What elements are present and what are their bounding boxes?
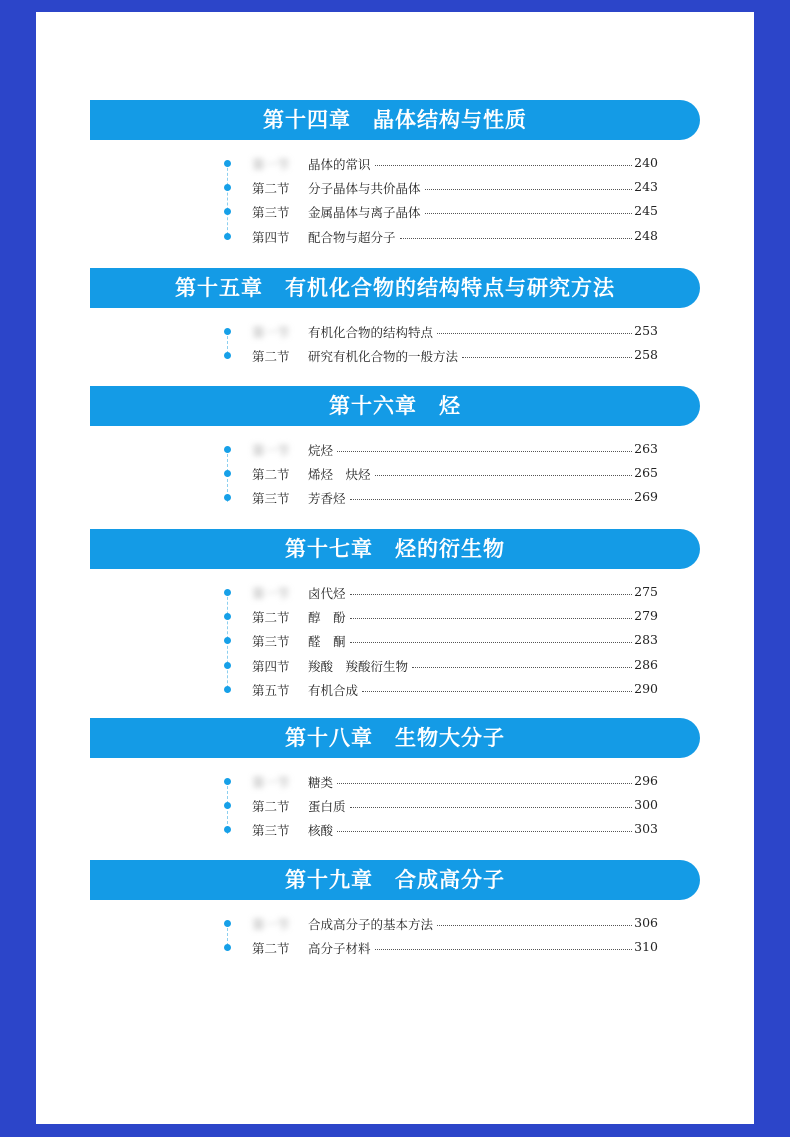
toc-entry[interactable]: [90, 655, 700, 679]
bullet-dot-icon: [224, 160, 231, 167]
toc-entry[interactable]: [90, 226, 700, 250]
section-list: [90, 439, 700, 512]
chapter-title[interactable]: 第十九章 合成高分子: [90, 860, 700, 900]
section-list: [90, 153, 700, 250]
section-list: [90, 771, 700, 844]
bullet-dot-icon: [224, 184, 231, 191]
section-title[interactable]: 分子晶体与共价晶体: [308, 181, 421, 197]
bullet-dot-icon: [224, 208, 231, 215]
page-number[interactable]: 265: [634, 465, 658, 481]
dot-leader: [375, 939, 632, 950]
toc-entry[interactable]: [90, 463, 700, 487]
page-number[interactable]: 310: [634, 939, 658, 955]
section-number: 第二节: [252, 610, 290, 626]
page-number[interactable]: 303: [634, 821, 658, 837]
toc-entry[interactable]: [90, 345, 700, 369]
section-title[interactable]: 糖类: [308, 775, 334, 790]
chapter-block: [90, 718, 700, 844]
entry-line: [308, 657, 658, 675]
chapter-title[interactable]: 第十四章 晶体结构与性质: [90, 100, 700, 140]
page-number[interactable]: 243: [634, 179, 658, 195]
section-number: 第一节: [252, 157, 290, 172]
toc-entry[interactable]: [90, 321, 700, 345]
page-number[interactable]: 300: [634, 797, 658, 813]
section-number: 第一节: [252, 775, 290, 790]
section-number: 第二节: [252, 799, 290, 815]
entry-line: [308, 939, 658, 957]
entry-line: [308, 681, 658, 699]
dot-leader: [425, 179, 632, 190]
chapter-title[interactable]: 第十六章 烃: [90, 386, 700, 426]
dot-leader: [350, 608, 632, 619]
dot-leader: [412, 657, 632, 668]
chapter-block: [90, 100, 700, 250]
page-number[interactable]: 269: [634, 489, 658, 505]
section-title[interactable]: 有机化合物的结构特点: [308, 325, 434, 340]
page-number[interactable]: 263: [634, 441, 658, 456]
section-title[interactable]: 核酸: [308, 823, 334, 839]
section-list: [90, 321, 700, 369]
entry-line: [308, 797, 658, 815]
entry-line: [308, 323, 658, 341]
chapter-block: [90, 529, 700, 703]
section-title[interactable]: 研究有机化合物的一般方法: [308, 349, 459, 365]
bullet-dot-icon: [224, 920, 231, 927]
section-title[interactable]: 芳香烃: [308, 491, 346, 507]
bullet-dot-icon: [224, 826, 231, 833]
bullet-dot-icon: [224, 686, 231, 693]
section-number: 第二节: [252, 941, 290, 957]
dot-leader: [337, 441, 632, 452]
bullet-dot-icon: [224, 662, 231, 669]
section-title[interactable]: 晶体的常识: [308, 157, 371, 172]
bullet-dot-icon: [224, 352, 231, 359]
page-number[interactable]: 275: [634, 584, 658, 599]
entry-line: [308, 441, 658, 459]
toc-entry[interactable]: [90, 606, 700, 630]
chapter-block: [90, 386, 700, 512]
section-number: 第二节: [252, 181, 290, 197]
entry-line: [308, 632, 658, 650]
section-title[interactable]: 醇 酚: [308, 610, 346, 626]
toc-entry[interactable]: [90, 795, 700, 819]
dot-leader: [350, 797, 632, 808]
entry-line: [308, 155, 658, 173]
dot-leader: [350, 584, 632, 595]
toc-entry[interactable]: [90, 937, 700, 961]
toc-entry[interactable]: [90, 819, 700, 843]
section-number: 第三节: [252, 823, 290, 839]
bullet-dot-icon: [224, 778, 231, 785]
bullet-dot-icon: [224, 944, 231, 951]
bullet-dot-icon: [224, 494, 231, 501]
section-number: 第二节: [252, 349, 290, 365]
section-list: [90, 582, 700, 703]
bullet-dot-icon: [224, 233, 231, 240]
section-title[interactable]: 配合物与超分子: [308, 229, 396, 245]
toc-entry[interactable]: [90, 439, 700, 463]
toc-entry[interactable]: [90, 177, 700, 201]
entry-line: [308, 608, 658, 626]
bullet-dot-icon: [224, 328, 231, 335]
bullet-dot-icon: [224, 613, 231, 620]
section-number: 第一节: [252, 325, 290, 340]
toc-entry[interactable]: [90, 771, 700, 795]
page-number[interactable]: 286: [634, 656, 658, 672]
section-title[interactable]: 金属晶体与离子晶体: [308, 205, 421, 221]
dot-leader: [337, 773, 632, 784]
dot-leader: [462, 347, 632, 358]
dot-leader: [362, 681, 632, 692]
dot-leader: [375, 155, 632, 166]
section-title[interactable]: 有机合成: [308, 682, 359, 698]
section-title[interactable]: 醛 酮: [308, 634, 346, 650]
section-title[interactable]: 合成高分子的基本方法: [308, 917, 434, 932]
section-number: 第四节: [252, 658, 290, 674]
section-number: 第四节: [252, 229, 290, 245]
section-list: [90, 913, 700, 961]
toc-entry[interactable]: [90, 679, 700, 703]
page-number[interactable]: 258: [634, 347, 658, 363]
section-title[interactable]: 羧酸 羧酸衍生物: [308, 658, 409, 674]
chapter-block: [90, 268, 700, 369]
chapter-title[interactable]: 第十八章 生物大分子: [90, 718, 700, 758]
bullet-dot-icon: [224, 802, 231, 809]
bullet-dot-icon: [224, 637, 231, 644]
entry-line: [308, 773, 658, 791]
dot-leader: [437, 323, 632, 334]
entry-line: [308, 821, 658, 839]
entry-line: [308, 584, 658, 602]
dot-leader: [337, 821, 632, 832]
toc-entry[interactable]: [90, 630, 700, 654]
toc-entry[interactable]: [90, 913, 700, 937]
section-number: 第五节: [252, 682, 290, 698]
page-number[interactable]: 283: [634, 632, 658, 648]
entry-line: [308, 203, 658, 221]
chapter-title[interactable]: 第十七章 烃的衍生物: [90, 529, 700, 569]
toc-page: [36, 12, 754, 1124]
section-number: 第三节: [252, 205, 290, 221]
toc-entry[interactable]: [90, 487, 700, 511]
section-number: 第一节: [252, 443, 290, 458]
section-title[interactable]: 蛋白质: [308, 799, 346, 815]
entry-line: [308, 465, 658, 483]
dot-leader: [437, 915, 632, 926]
section-title[interactable]: 烷烃: [308, 443, 334, 458]
section-number: 第三节: [252, 491, 290, 507]
section-number: 第一节: [252, 917, 290, 932]
section-title[interactable]: 高分子材料: [308, 941, 371, 957]
entry-line: [308, 228, 658, 246]
bullet-dot-icon: [224, 446, 231, 453]
entry-line: [308, 179, 658, 197]
entry-line: [308, 489, 658, 507]
toc-entry[interactable]: [90, 153, 700, 177]
page-number[interactable]: 248: [634, 227, 658, 243]
section-number: 第一节: [252, 586, 290, 601]
dot-leader: [400, 228, 632, 239]
bullet-dot-icon: [224, 470, 231, 477]
section-title[interactable]: 烯烃 炔烃: [308, 467, 371, 483]
page-number[interactable]: 306: [634, 915, 658, 930]
page-number[interactable]: 296: [634, 773, 658, 788]
chapter-title[interactable]: 第十五章 有机化合物的结构特点与研究方法: [90, 268, 700, 308]
section-number: 第二节: [252, 467, 290, 483]
page-number[interactable]: 240: [634, 155, 658, 170]
page-number[interactable]: 253: [634, 323, 658, 338]
section-title[interactable]: 卤代烃: [308, 586, 346, 601]
page-number[interactable]: 279: [634, 608, 658, 624]
dot-leader: [350, 489, 632, 500]
dot-leader: [375, 465, 632, 476]
section-number: 第三节: [252, 634, 290, 650]
entry-line: [308, 347, 658, 365]
bullet-dot-icon: [224, 589, 231, 596]
page-number[interactable]: 290: [634, 680, 658, 696]
toc-entry[interactable]: [90, 582, 700, 606]
chapter-block: [90, 860, 700, 961]
dot-leader: [350, 632, 632, 643]
entry-line: [308, 915, 658, 933]
page-number[interactable]: 245: [634, 203, 658, 219]
dot-leader: [425, 203, 632, 214]
toc-entry[interactable]: [90, 201, 700, 225]
